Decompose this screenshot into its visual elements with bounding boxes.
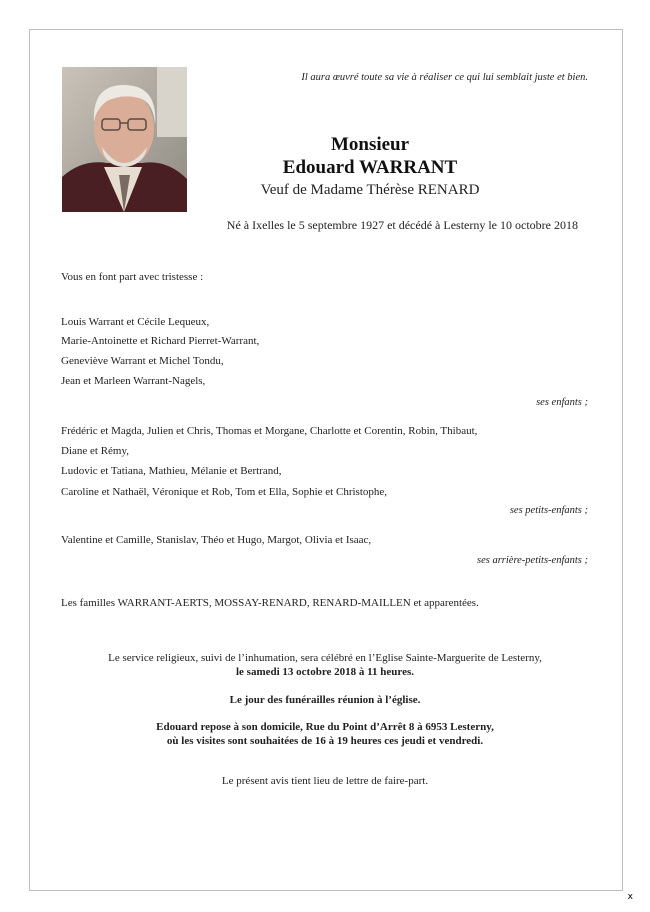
grandchild-line: Caroline et Nathaël, Véronique et Rob, Tom et Ella, Sophie et Christophe, — [61, 486, 388, 498]
visit-hours: où les visites sont souhaitées de 16 à 19 heures ces jeudi et vendredi. — [166, 735, 484, 747]
deceased-name: Edouard WARRANT — [282, 157, 458, 178]
service-date: le samedi 13 octobre 2018 à 11 heures. — [235, 666, 415, 678]
epitaph-quote: Il aura œuvré toute sa vie à réaliser ce qui lui semblait juste et bien. — [301, 72, 588, 83]
families-line: Les familles WARRANT-AERTS, MOSSAY-RENARD, RENARD-MAILLEN et apparentées. — [61, 597, 479, 609]
grandchild-line: Diane et Rémy, — [61, 445, 130, 457]
great-grandchildren-label: ses arrière-petits-enfants ; — [476, 555, 588, 566]
deceased-title-block — [220, 133, 520, 200]
grandchildren-label: ses petits-enfants ; — [509, 505, 588, 516]
child-line: Marie-Antoinette et Richard Pierret-Warrant, — [61, 335, 260, 347]
portrait-photo — [62, 67, 187, 212]
close-icon[interactable]: x — [627, 892, 633, 902]
visit-line: Edouard repose à son domicile, Rue du Point d’Arrêt 8 à 6953 Lesterny, — [156, 721, 494, 733]
honorific: Monsieur — [330, 134, 410, 155]
children-label: ses enfants ; — [536, 397, 588, 408]
intro-text: Vous en font part avec tristesse : — [61, 271, 204, 283]
spouse-line: Veuf de Madame Thérèse RENARD — [260, 182, 480, 198]
child-line: Louis Warrant et Cécile Lequeux, — [61, 316, 210, 328]
birth-death-dates: Né à Ixelles le 5 septembre 1927 et décédé à Lesterny le 10 octobre 2018 — [226, 218, 578, 232]
service-line: Le service religieux, suivi de l’inhumation, sera célébré en l’Eglise Sainte-Marguerite de Lesterny, — [108, 652, 542, 664]
meeting-line: Le jour des funérailles réunion à l’église. — [229, 694, 421, 706]
child-line: Jean et Marleen Warrant-Nagels, — [61, 375, 206, 387]
grandchild-line: Frédéric et Magda, Julien et Chris, Thomas et Morgane, Charlotte et Corentin, Robin, Thibaut, — [61, 425, 478, 437]
child-line: Geneviève Warrant et Michel Tondu, — [61, 355, 224, 367]
great-grandchild-line: Valentine et Camille, Stanislav, Théo et Hugo, Margot, Olivia et Isaac, — [61, 534, 372, 546]
grandchild-line: Ludovic et Tatiana, Mathieu, Mélanie et Bertrand, — [61, 465, 282, 477]
notice-line: Le présent avis tient lieu de lettre de faire-part. — [221, 775, 429, 787]
